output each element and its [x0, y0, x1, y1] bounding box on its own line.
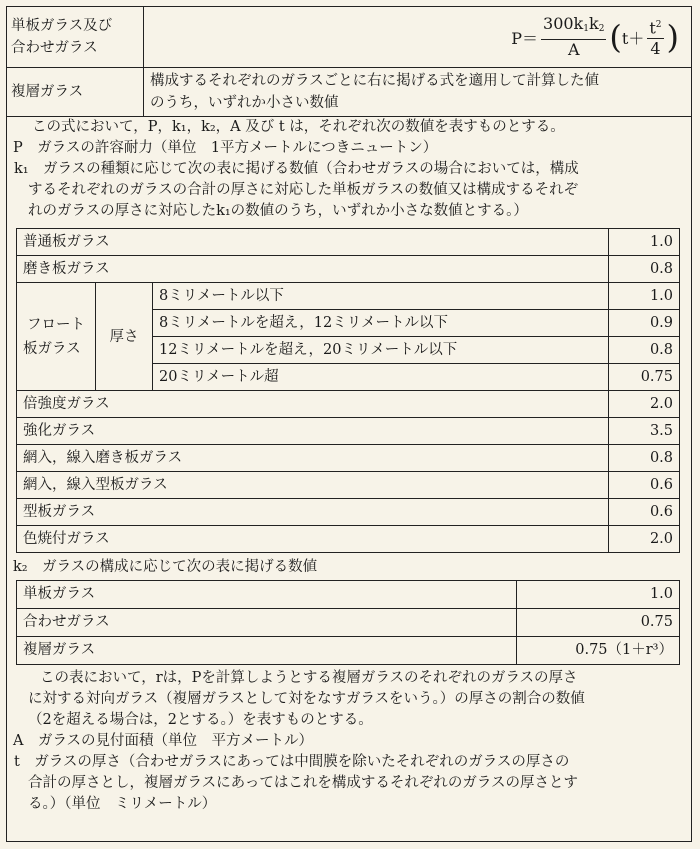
k1-value: 0.9	[609, 310, 680, 337]
formula-sup: 2	[655, 19, 662, 30]
desc-line: のうち，いずれか小さい数値	[150, 95, 339, 111]
formula-sub: 1	[583, 24, 589, 34]
thickness-range: 12ミリメートルを超え，20ミリメートル以下	[153, 337, 609, 364]
intro-text: この式において，P，k₁，k₂，A 及び t は，それぞれ次の数値を表すものとする。	[32, 119, 565, 135]
float-label-line: 板ガラス	[23, 340, 81, 357]
formula-num-text: k	[588, 14, 599, 33]
k1-value: 0.8	[609, 337, 680, 364]
glass-type-label: 色焼付ガラス	[17, 526, 609, 553]
glass-type-label: 普通板ガラス	[17, 229, 609, 256]
table-row	[17, 581, 680, 609]
float-label-line: フロート	[27, 316, 85, 333]
formula-t: t	[649, 18, 656, 38]
table-row	[17, 526, 680, 553]
document-page	[6, 6, 692, 842]
formula-num-text: 300k	[543, 14, 584, 33]
k1-table	[16, 228, 680, 553]
glass-type-label: 倍強度ガラス	[17, 391, 609, 418]
t-line: る。）（単位 ミリメートル）	[28, 796, 217, 812]
composition-label: 複層ガラス	[17, 637, 517, 665]
single-laminated-label	[7, 7, 144, 68]
k1-value: 0.8	[609, 256, 680, 283]
glass-type-label: 網入，線入磨き板ガラス	[17, 445, 609, 472]
table-row	[17, 256, 680, 283]
k1-value: 0.6	[609, 472, 680, 499]
formula-t-fraction	[647, 15, 663, 59]
r-note-line: この表において，rは，Pを計算しようとする複層ガラスのそれぞれのガラスの厚さ	[40, 670, 578, 686]
k2-value: 1.0	[517, 581, 680, 609]
r-note-line: （2を超える場合は，2とする。）を表すものとする。	[28, 712, 373, 728]
table-row	[17, 637, 680, 665]
formula-lhs: P＝	[511, 28, 539, 48]
glass-type-label: 強化ガラス	[17, 418, 609, 445]
table-row	[17, 472, 680, 499]
table-row	[17, 499, 680, 526]
k1-value: 1.0	[609, 283, 680, 310]
t-line: t ガラスの厚さ（合わせガラスにあっては中間膜を除いたそれぞれのガラスの厚さの	[14, 754, 570, 770]
k2-definition: k₂ ガラスの構成に応じて次の表に掲げる数値	[13, 559, 318, 575]
label-line: 単板ガラス及び	[11, 18, 113, 34]
formula-denominator: A	[567, 40, 580, 59]
formula-t-plus: t＋	[621, 28, 645, 48]
k1-line: れのガラスの厚さに対応したk₁の数値のうち，いずれか小さな数値とする。）	[28, 203, 528, 219]
r-note	[7, 668, 691, 731]
k1-value: 2.0	[609, 391, 680, 418]
k2-table	[16, 580, 680, 665]
allowable-load-formula	[511, 14, 679, 60]
formula-cell	[144, 7, 692, 68]
formula-four: 4	[650, 39, 661, 59]
table-row	[17, 418, 680, 445]
formula-t2	[647, 15, 663, 39]
thickness-range: 8ミリメートルを超え，12ミリメートル以下	[153, 310, 609, 337]
k2-value: 0.75（1＋r³）	[517, 637, 680, 665]
thickness-range: 20ミリメートル超	[153, 364, 609, 391]
k1-value: 3.5	[609, 418, 680, 445]
thickness-range: 8ミリメートル以下	[153, 283, 609, 310]
k1-definition	[7, 159, 691, 222]
k1-value: 1.0	[609, 229, 680, 256]
glass-type-label: 磨き板ガラス	[17, 256, 609, 283]
formula-paren: (	[609, 18, 622, 56]
table-row	[17, 609, 680, 637]
double-glazing-label: 複層ガラス	[7, 68, 144, 117]
label-line: 合わせガラス	[11, 40, 98, 56]
table-row	[17, 391, 680, 418]
thickness-label: 厚さ	[96, 283, 153, 391]
table-row	[17, 445, 680, 472]
p-definition: P ガラスの許容耐力（単位 1平方メートルにつきニュートン）	[13, 140, 438, 156]
k1-line: するそれぞれのガラスの合計の厚さに対応した単板ガラスの数値又は構成するそれぞ	[28, 182, 579, 198]
k1-value: 0.6	[609, 499, 680, 526]
table-row	[17, 283, 680, 310]
float-glass-label	[17, 283, 96, 391]
formula-header-table	[7, 7, 691, 117]
k1-value: 2.0	[609, 526, 680, 553]
k2-value: 0.75	[517, 609, 680, 637]
formula-paren: )	[666, 18, 679, 56]
double-glazing-desc	[144, 68, 692, 117]
formula-numerator	[541, 14, 606, 40]
desc-line: 構成するそれぞれのガラスごとに右に掲げる式を適用して計算した値	[150, 73, 600, 89]
formula-main-fraction	[541, 14, 606, 60]
formula-sub: 2	[598, 24, 605, 34]
k1-line: k₁ ガラスの種類に応じて次の表に掲げる数値（合わせガラスの場合においては，構成	[14, 161, 579, 177]
k1-value: 0.8	[609, 445, 680, 472]
composition-label: 合わせガラス	[17, 609, 517, 637]
table-row	[17, 229, 680, 256]
glass-type-label: 型板ガラス	[17, 499, 609, 526]
t-line: 合計の厚さとし，複層ガラスにあってはこれを構成するそれぞれのガラスの厚さとす	[28, 775, 578, 791]
r-note-line: に対する対向ガラス（複層ガラスとして対をなすガラスをいう。）の厚さの割合の数値	[28, 691, 585, 707]
k1-value: 0.75	[609, 364, 680, 391]
a-definition: A ガラスの見付面積（単位 平方メートル）	[13, 733, 314, 749]
t-definition	[7, 752, 691, 815]
composition-label: 単板ガラス	[17, 581, 517, 609]
glass-type-label: 網入，線入型板ガラス	[17, 472, 609, 499]
